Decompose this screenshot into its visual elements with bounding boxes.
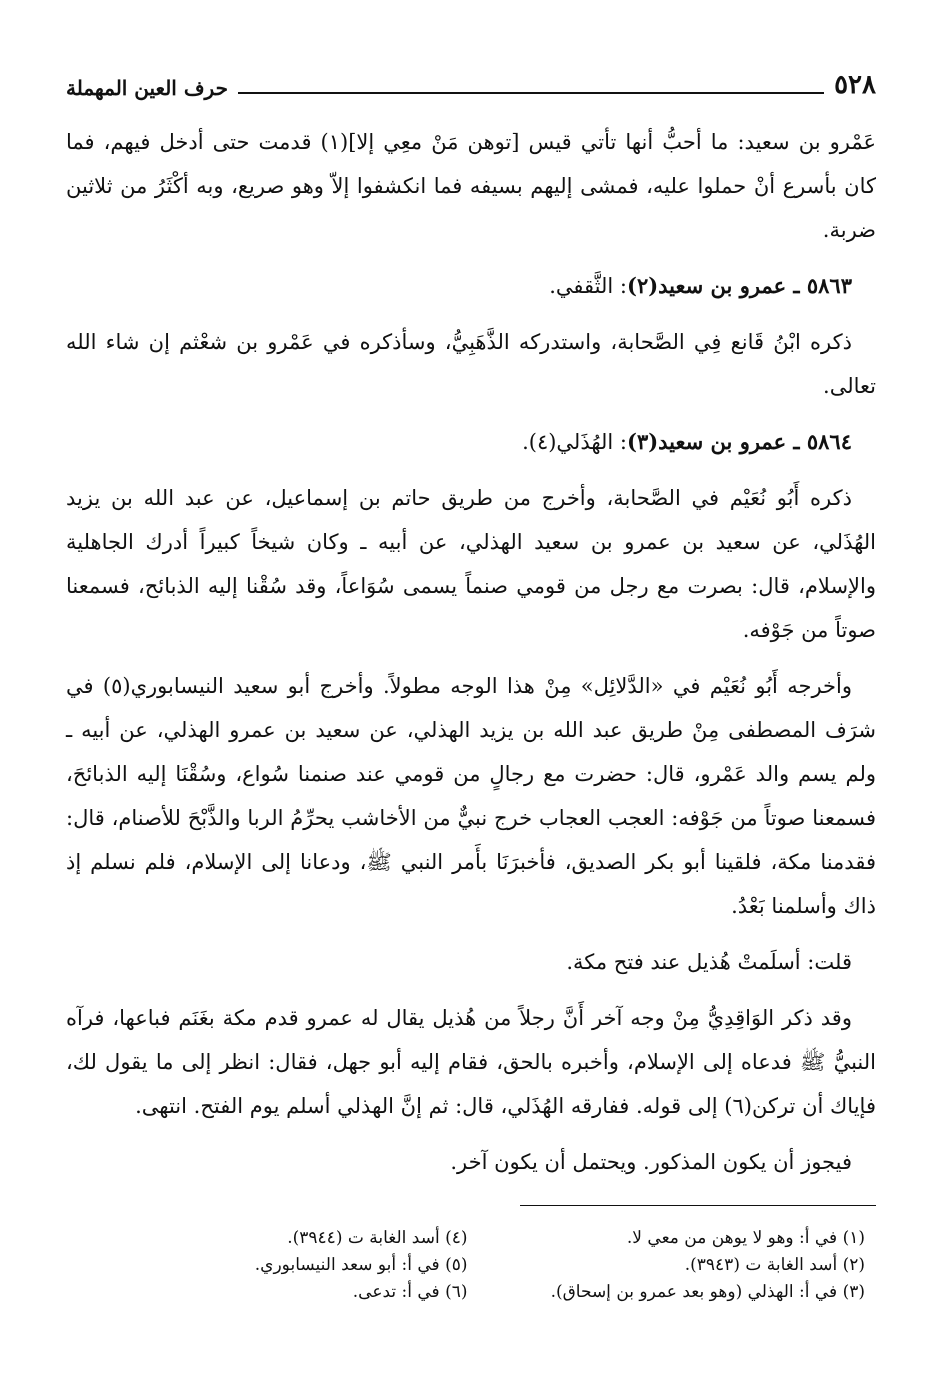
paragraph: فيجوز أن يكون المذكور. ويحتمل أن يكون آخر.: [450, 1150, 852, 1174]
entry-name: : الثَّقفي.: [549, 274, 627, 298]
entry-heading-5864: [66, 420, 876, 464]
entry-name: : الهُذَلي(٤).: [522, 430, 627, 454]
footnote: (٣) في أ: الهذلي (وهو بعد عمرو بن إسحاق).: [550, 1282, 865, 1302]
footnotes: [120, 1225, 865, 1306]
page-number: ٥٢٨: [834, 70, 876, 100]
main-text: [66, 120, 876, 1184]
footnote: (٥) في أ: أبو سعد النيسابوري.: [254, 1255, 468, 1275]
page: [66, 62, 876, 1196]
footnotes-column-left: [120, 1225, 468, 1306]
footnotes-column-right: [518, 1225, 866, 1306]
footnote: (٦) في أ: تدعى.: [352, 1282, 468, 1302]
paragraph: عَمْرو بن سعيد: ما أحبُّ أنها تأتي قيس [توهن مَنْ معِي إلا](١) قدمت حتى أدخل فيهم، فما كان بأسرع أنْ حملوا عليه، فمشى إليهم بسيفه فما انكشفوا إلاّ وهو صريع، وبه أكْثَرُ من ثلاثين ضربة.: [66, 130, 876, 242]
page-header: [66, 62, 876, 100]
paragraph: ذكره أَبُو نُعَيْم في الصَّحابة، وأخرج من طريق حاتم بن إسماعيل، عن عبد الله بن يزيد الهُذَلي، عن سعيد بن عمرو بن سعيد الهذلي، عن أبيه ـ وكان شيخاً كبيراً أدرك الجاهلية والإسلام، قال: بصرت مع رجل من قومي صنماً يسمى سُوَاعاً، وقد سُقْنا إليه الذبائح، فسمعنا صوتاً من جَوْفه.: [66, 486, 876, 642]
paragraph: وقد ذكر الوَاقِدِيُّ مِنْ وجه آخر أَنَّ رجلاً من هُذيل يقال له عمرو قدم مكة بغَنَم فباعها، فرآه النبيُّ ﷺ فدعاه إلى الإسلام، وأخبره بالحق، فقام إليه أبو جهل، فقال: انظر إلى ما يقول لك، فإياك أن تركن(٦) إلى قوله. ففارقه الهُذَلي، قال: ثم إنَّ الهذلي أسلم يوم الفتح. انتهى.: [66, 1006, 876, 1118]
footnote: (١) في أ: وهو لا يوهن من معي لا.: [626, 1228, 865, 1248]
paragraph: قلت: أسلَمتْ هُذيل عند فتح مكة.: [566, 950, 852, 974]
paragraph: ذكره ابْنُ قَانع فِي الصَّحابة، واستدركه الذَّهَبِيُّ، وسأذكره في عَمْرو بن شعْثم إن شاء الله تعالى.: [66, 330, 876, 398]
header-rule: [238, 92, 824, 94]
entry-number: ٥٨٦٣ ـ عمرو بن سعيد(٢): [627, 273, 852, 298]
paragraph: وأخرجه أَبُو نُعَيْم في «الدَّلائِل» مِنْ هذا الوجه مطولاً. وأخرج أبو سعيد النيسابوري(٥) في شرَف المصطفى مِنْ طريق عبد الله بن يزيد الهذلي، عن سعيد بن عمرو الهذلي، عن أبيه ـ ولم يسم والد عَمْرو، قال: حضرت مع رجالٍ من قومي عند صنمنا سُواع، وسُقْنَا إليه الذبائحَ، فسمعنا صوتاً من جَوْفه: العجب العجاب خرج نبيٌّ من الأخاشب يحرِّمُ الربا والذَّبْحَ للأصنام، قال: فقدمنا مكة، فلقينا أبو بكر الصديق، فأخبرَنَا بأَمر النبي ﷺ، ودعانا إلى الإسلام، فلم نسلم إذ ذاك وأسلمنا بَعْدُ.: [66, 674, 876, 918]
footnotes-divider: [520, 1205, 876, 1206]
footnote: (٤) أسد الغابة ت (٣٩٤٤).: [287, 1228, 468, 1248]
running-title: حرف العين المهملة: [66, 76, 228, 100]
footnote: (٢) أسد الغابة ت (٣٩٤٣).: [684, 1255, 865, 1275]
entry-heading-5863: [66, 264, 876, 308]
entry-number: ٥٨٦٤ ـ عمرو بن سعيد(٣): [627, 429, 852, 454]
